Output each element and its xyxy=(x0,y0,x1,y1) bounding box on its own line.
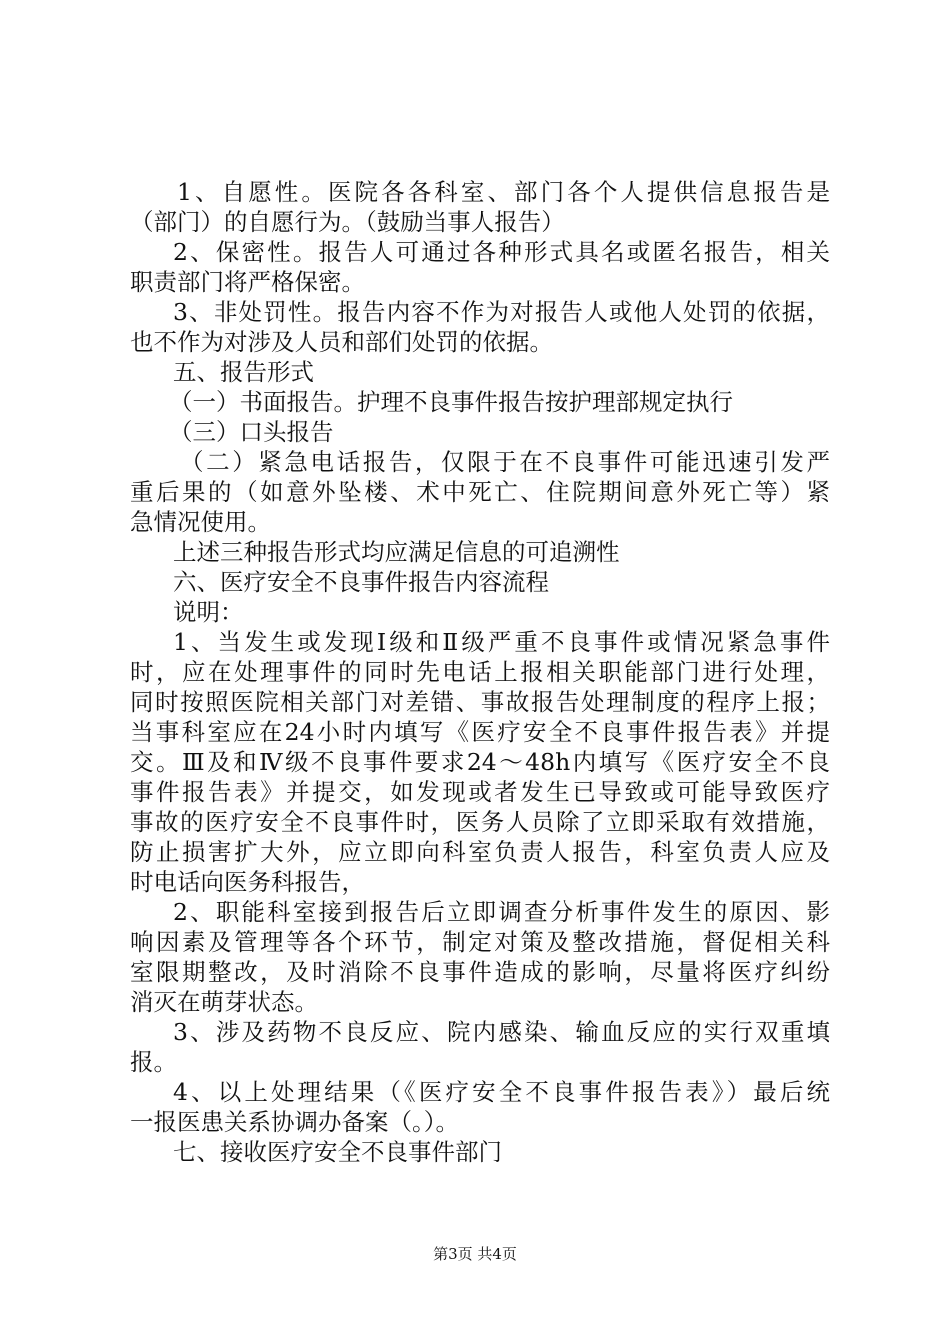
paragraph-line: 同时按照医院相关部门对差错、事故报告处理制度的程序上报； xyxy=(130,688,830,716)
paragraph-line: 防止损害扩大外，应立即向科室负责人报告，科室负责人应及 xyxy=(130,838,830,866)
paragraph-line: 1、自愿性。医院各各科室、部门各个人提供信息报告是 xyxy=(177,178,830,206)
section-heading: 七、接收医疗安全不良事件部门 xyxy=(173,1138,502,1166)
paragraph-line: 上述三种报告形式均应满足信息的可追溯性 xyxy=(173,538,620,566)
paragraph-line: 交。Ⅲ及和Ⅳ级不良事件要求24～48h内填写《医疗安全不良 xyxy=(130,748,830,776)
paragraph-line: 4、以上处理结果（《医疗安全不良事件报告表》）最后统 xyxy=(173,1078,830,1106)
paragraph-line: （三）口头报告 xyxy=(169,418,334,446)
paragraph-line: 当事科室应在24小时内填写《医疗安全不良事件报告表》并提 xyxy=(130,718,830,746)
paragraph-line: 室限期整改，及时消除不良事件造成的影响，尽量将医疗纠纷 xyxy=(130,958,830,986)
paragraph-line: 事件报告表》并提交，如发现或者发生已导致或可能导致医疗 xyxy=(130,778,830,806)
page-number-footer: 第3页 共4页 xyxy=(433,1245,517,1263)
section-heading: 五、报告形式 xyxy=(173,358,314,386)
paragraph-line: 急情况使用。 xyxy=(130,508,271,536)
paragraph-line: 1、当发生或发现Ⅰ级和Ⅱ级严重不良事件或情况紧急事件 xyxy=(173,628,830,656)
paragraph-line: 也不作为对涉及人员和部们处罚的依据。 xyxy=(130,328,553,356)
document-body xyxy=(130,177,830,1167)
paragraph-line: 3、涉及药物不良反应、院内感染、输血反应的实行双重填 xyxy=(173,1018,830,1046)
paragraph-line: 重后果的（如意外坠楼、术中死亡、住院期间意外死亡等）紧 xyxy=(130,478,830,506)
paragraph-line: 时电话向医务科报告， xyxy=(130,868,365,896)
paragraph-line: 2、职能科室接到报告后立即调查分析事件发生的原因、影 xyxy=(173,898,830,926)
paragraph-line: 响因素及管理等各个环节，制定对策及整改措施，督促相关科 xyxy=(130,928,830,956)
paragraph-line: 事故的医疗安全不良事件时，医务人员除了立即采取有效措施， xyxy=(130,808,830,836)
paragraph-line: （一）书面报告。护理不良事件报告按护理部规定执行 xyxy=(169,388,733,416)
paragraph-line: 时，应在处理事件的同时先电话上报相关职能部门进行处理， xyxy=(130,658,830,686)
paragraph-line: 职责部门将严格保密。 xyxy=(130,268,365,296)
paragraph-line: 2、保密性。报告人可通过各种形式具名或匿名报告，相关 xyxy=(173,238,830,266)
paragraph-line: （二）紧急电话报告，仅限于在不良事件可能迅速引发严 xyxy=(180,448,830,476)
section-heading: 六、医疗安全不良事件报告内容流程 xyxy=(173,568,549,596)
paragraph-line: 说明： xyxy=(173,598,244,626)
paragraph-line: （部门）的自愿行为。（鼓励当事人报告） xyxy=(130,208,565,236)
paragraph-line: 消灭在萌芽状态。 xyxy=(130,988,318,1016)
paragraph-line: 报。 xyxy=(130,1048,177,1076)
paragraph-line: 一报医患关系协调办备案（。）。 xyxy=(130,1108,459,1136)
paragraph-line: 3、非处罚性。报告内容不作为对报告人或他人处罚的依据， xyxy=(173,298,830,326)
